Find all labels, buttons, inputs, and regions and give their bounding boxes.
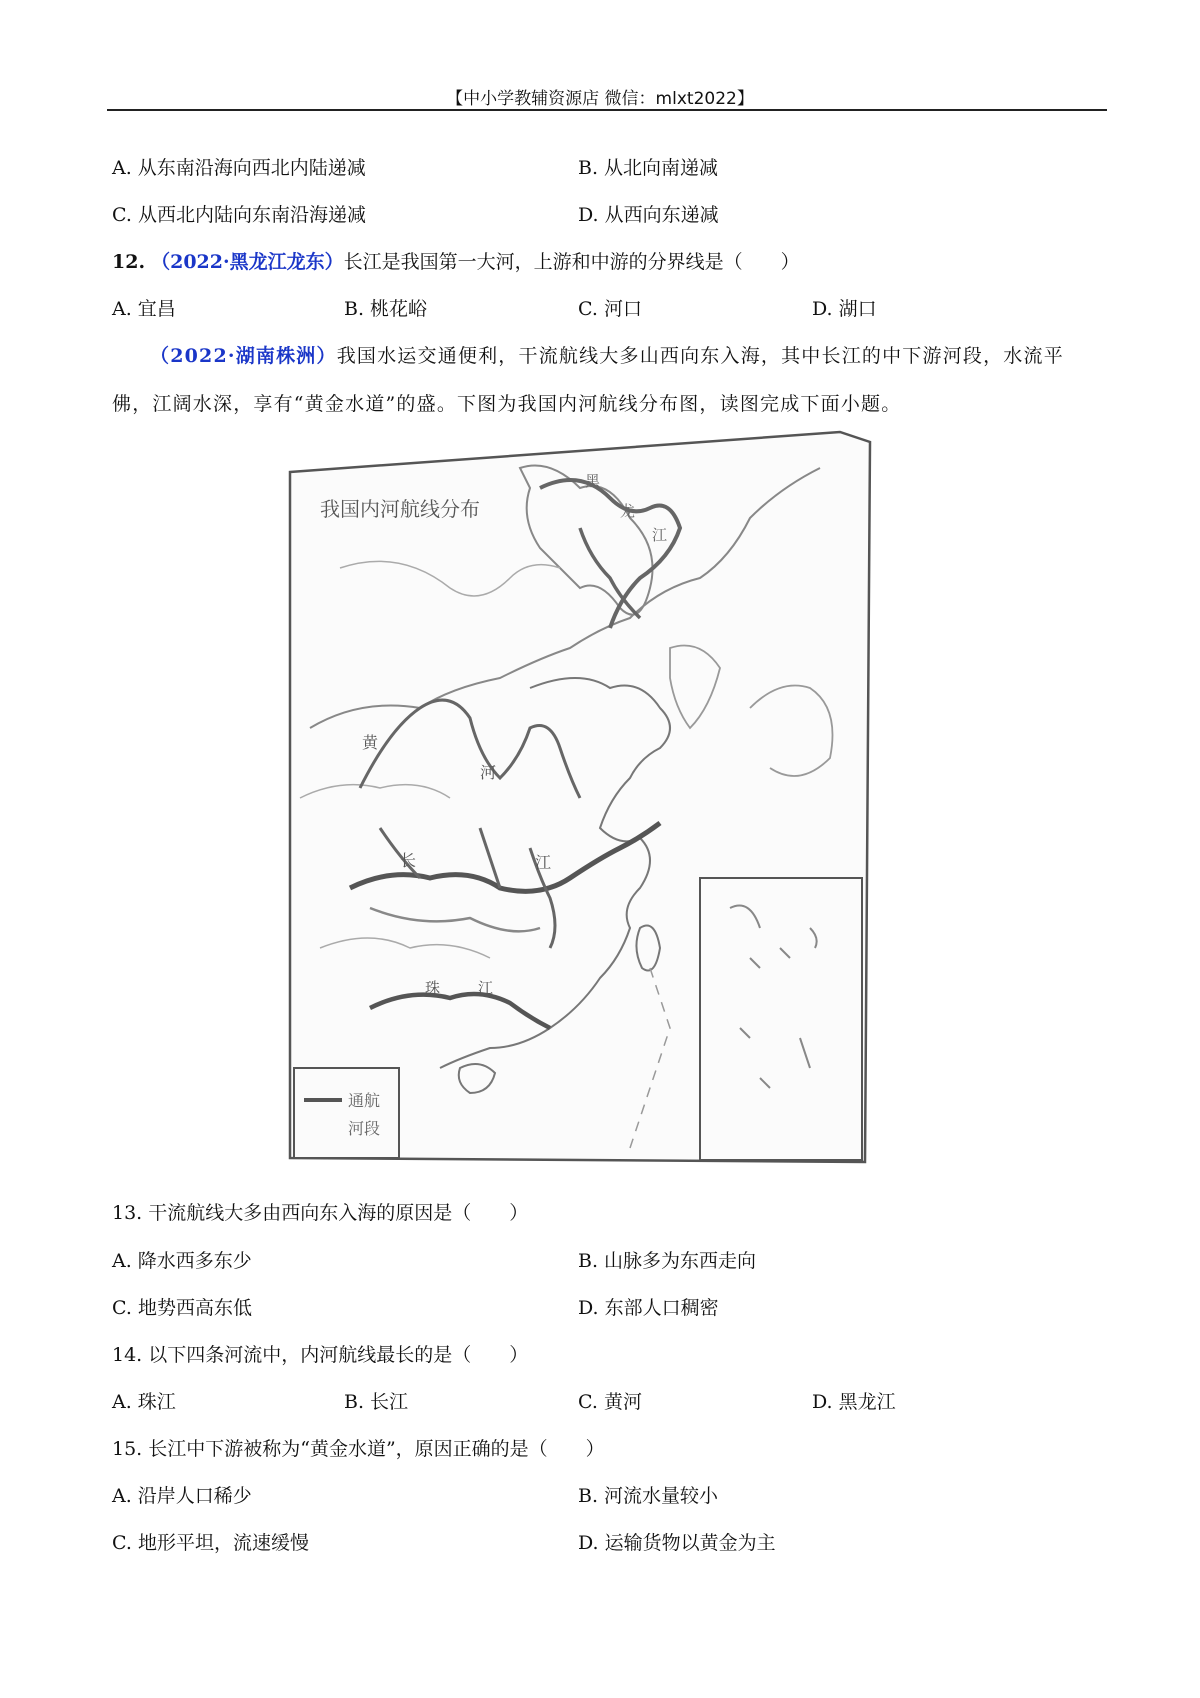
- river-label-chang: 长: [400, 851, 417, 870]
- q11-option-d: D. 从西向东递减: [578, 204, 719, 226]
- q15-option-b: B. 河流水量较小: [578, 1485, 719, 1507]
- q12-number: 12.: [112, 251, 146, 273]
- q14-option-b: B. 长江: [344, 1391, 409, 1413]
- q14-stem: 14. 以下四条河流中，内河航线最长的是（ ）: [112, 1344, 529, 1366]
- river-label-long: 龙: [620, 502, 636, 520]
- legend-label-1: 通航: [348, 1091, 381, 1110]
- passage-source: （2022·湖南株洲）: [150, 345, 337, 367]
- river-label-hei: 黑: [585, 472, 601, 490]
- q15-option-a: A. 沿岸人口稀少: [112, 1485, 252, 1507]
- q15-stem: 15. 长江中下游被称为“黄金水道”，原因正确的是（ ）: [112, 1438, 605, 1460]
- q15-option-d: D. 运输货物以黄金为主: [578, 1532, 776, 1554]
- q14-option-c: C. 黄河: [578, 1391, 642, 1413]
- q12-option-b: B. 桃花峪: [344, 298, 428, 320]
- q14-option-a: A. 珠江: [112, 1391, 176, 1413]
- river-label-jiang2: 江: [478, 979, 494, 997]
- map-title: 我国内河航线分布: [320, 497, 480, 521]
- q14-option-d: D. 黑龙江: [812, 1391, 896, 1413]
- q12-source: （2022·黑龙江龙东）: [151, 251, 344, 273]
- inland-waterway-map: [280, 428, 900, 1172]
- q11-option-a: A. 从东南沿海向西北内陆递减: [112, 157, 366, 179]
- river-label-jiang1: 江: [535, 853, 552, 872]
- page-header: 【中小学教辅资源店 微信：mlxt2022】: [446, 89, 754, 109]
- legend-label-2: 河段: [348, 1119, 381, 1138]
- q13-stem: 13. 干流航线大多由西向东入海的原因是（ ）: [112, 1202, 529, 1224]
- river-label-jiang3: 江: [652, 526, 668, 544]
- q13-option-c: C. 地势西高东低: [112, 1297, 252, 1319]
- q11-option-c: C. 从西北内陆向东南沿海递减: [112, 204, 366, 226]
- q12-option-c: C. 河口: [578, 298, 642, 320]
- header-divider: [107, 109, 1107, 111]
- q12-option-a: A. 宜昌: [112, 298, 176, 320]
- passage-text-1: 我国水运交通便利，干流航线大多山西向东入海，其中长江的中下游河段，水流平: [336, 345, 1064, 367]
- q13-option-a: A. 降水西多东少: [112, 1250, 252, 1272]
- q13-option-b: B. 山脉多为东西走向: [578, 1250, 757, 1272]
- q11-option-b: B. 从北向南递减: [578, 157, 719, 179]
- river-label-he: 河: [480, 763, 497, 782]
- passage-line-2: 佛，江阔水深，享有“黄金水道”的盛。下图为我国内河航线分布图，读图完成下面小题。: [112, 393, 902, 415]
- q13-option-d: D. 东部人口稠密: [578, 1297, 719, 1319]
- q12-stem: 长江是我国第一大河，上游和中游的分界线是（ ）: [343, 251, 800, 273]
- river-label-zhu: 珠: [425, 979, 441, 997]
- q15-option-c: C. 地形平坦，流速缓慢: [112, 1532, 309, 1554]
- passage-line-1: [112, 343, 1102, 369]
- q12-option-d: D. 湖口: [812, 298, 877, 320]
- river-label-huang: 黄: [362, 733, 379, 752]
- q12-question: [112, 249, 800, 275]
